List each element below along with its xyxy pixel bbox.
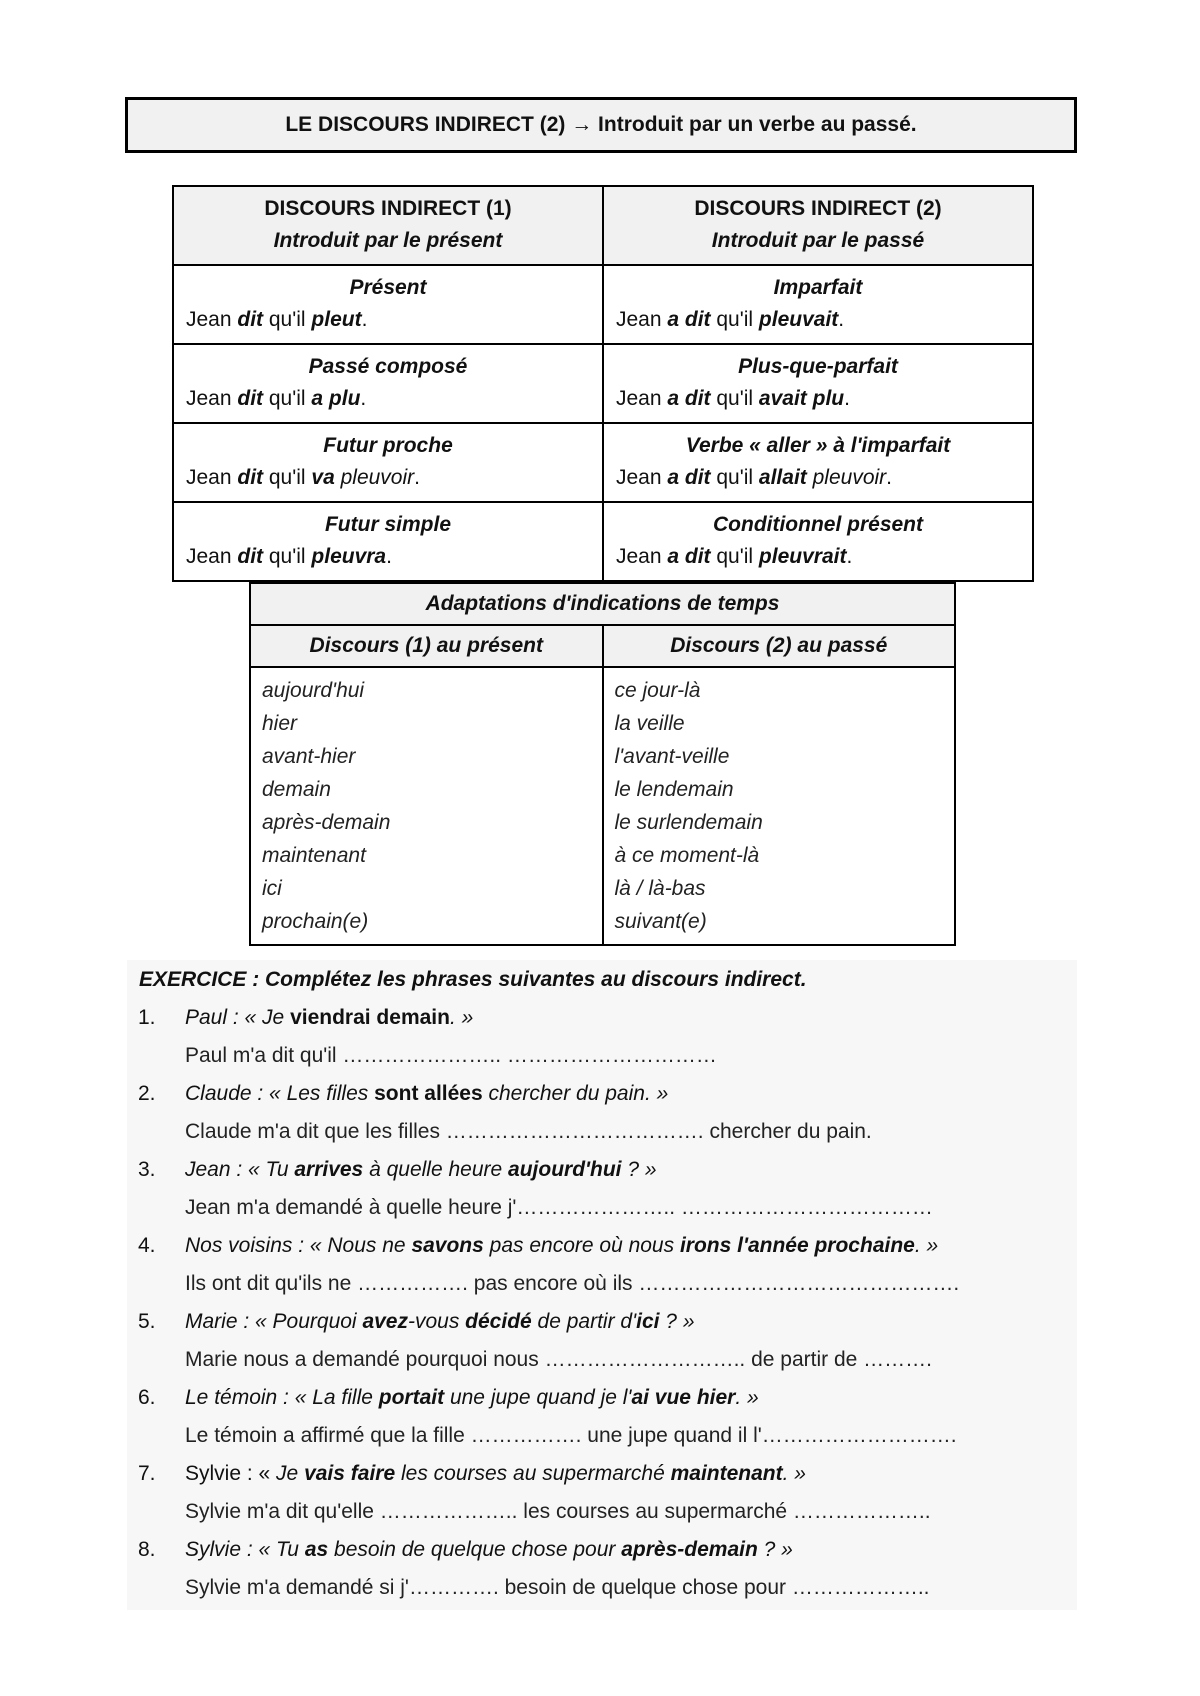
text-run: ? » <box>757 1538 793 1561</box>
adapt-title: Adaptations d'indications de temps <box>250 583 955 625</box>
tense-name: Futur simple <box>324 513 451 536</box>
example-sentence <box>616 466 892 489</box>
list-item: le lendemain <box>614 778 734 801</box>
text-run: les courses au supermarché <box>395 1462 671 1485</box>
text-run: une jupe quand je l' <box>444 1386 632 1409</box>
adapt-header-row <box>250 625 955 667</box>
text-run: va <box>311 466 335 489</box>
item-number: 6. <box>138 1386 156 1409</box>
text-run: ai vue hier <box>631 1386 736 1409</box>
list-item: l'avant-veille <box>614 745 730 768</box>
list-item: ici <box>262 877 282 900</box>
tense-name: Présent <box>349 276 427 299</box>
present-expressions <box>250 667 603 945</box>
text-run: Jean <box>616 387 668 410</box>
text-run: Jean <box>186 545 238 568</box>
text-run: qu'il <box>710 308 759 331</box>
text-run: vais faire <box>304 1462 396 1485</box>
text-run: maintenant <box>670 1462 783 1485</box>
text-run: irons l'année prochaine <box>679 1234 915 1257</box>
direct-speech <box>185 1234 938 1258</box>
table-row <box>173 502 1033 581</box>
list-item: avant-hier <box>262 745 356 768</box>
example-sentence <box>616 387 850 410</box>
tense-name: Plus-que-parfait <box>738 355 898 378</box>
header-cell-past <box>603 186 1033 265</box>
text-run: portait <box>378 1386 445 1409</box>
example-sentence <box>616 545 852 568</box>
text-run: . » <box>735 1386 759 1409</box>
example-sentence <box>186 308 367 331</box>
table-cell <box>603 502 1033 581</box>
text-run: après-demain <box>621 1538 758 1561</box>
text-run: pleuvoir <box>806 466 887 489</box>
example-sentence <box>186 545 392 568</box>
direct-speech <box>185 1310 695 1334</box>
table-row <box>173 423 1033 502</box>
text-run: Je <box>276 1462 305 1485</box>
text-run: Jean <box>616 308 668 331</box>
fill-in-sentence: Ils ont dit qu'ils ne ……………. pas encore où ils ………………………………………. <box>185 1272 960 1295</box>
fill-in-sentence: Le témoin a affirmé que la fille ……………. une jupe quand il l'………………………. <box>185 1424 957 1447</box>
text-run: pleuvait <box>758 308 839 331</box>
page-title: LE DISCOURS INDIRECT (2) → Introduit par un verbe au passé. <box>125 97 1077 153</box>
example-sentence <box>616 308 844 331</box>
tense-name: Imparfait <box>773 276 863 299</box>
adapt-col1-header: Discours (1) au présent <box>250 625 603 667</box>
text-run: chercher du pain. » <box>482 1082 669 1105</box>
time-adaptations-table <box>249 582 956 946</box>
col2-subtitle: Introduit par le passé <box>711 229 925 252</box>
list-item: demain <box>262 778 331 801</box>
col1-subtitle: Introduit par le présent <box>273 229 503 252</box>
list-item: là / là-bas <box>614 877 706 900</box>
text-run: . <box>886 466 893 489</box>
list-item: hier <box>262 712 298 735</box>
direct-speech <box>185 1082 668 1106</box>
exercise-section <box>127 960 1077 1610</box>
item-number: 4. <box>138 1234 156 1257</box>
text-run: ici <box>636 1310 660 1333</box>
text-run: aujourd'hui <box>508 1158 622 1181</box>
text-run: allait <box>758 466 807 489</box>
tense-name: Futur proche <box>323 434 453 457</box>
text-run: Le témoin : « La fille <box>185 1386 379 1409</box>
text-run: Jean <box>616 545 668 568</box>
list-item: prochain(e) <box>262 910 369 933</box>
text-run: Marie : « Pourquoi <box>185 1310 363 1333</box>
text-run: . <box>414 466 420 489</box>
text-run: . <box>846 545 853 568</box>
text-run: . <box>361 308 368 331</box>
list-item: aujourd'hui <box>262 679 365 702</box>
text-run: as <box>304 1538 329 1561</box>
text-run: a dit <box>667 308 711 331</box>
text-run: Sylvie : « Tu <box>185 1538 305 1561</box>
fill-in-sentence: Claude m'a dit que les filles ………………………………. chercher du pain. <box>185 1120 872 1143</box>
text-run: pleut <box>311 308 362 331</box>
text-run: a plu <box>311 387 361 410</box>
item-number: 2. <box>138 1082 156 1105</box>
list-item: à ce moment-là <box>614 844 760 867</box>
list-item: suivant(e) <box>614 910 707 933</box>
text-run: qu'il <box>263 466 312 489</box>
text-run: Jean <box>186 387 238 410</box>
text-run: dit <box>237 545 264 568</box>
text-run: Sylvie : « <box>185 1462 277 1485</box>
direct-speech <box>185 1538 793 1562</box>
text-run: -vous <box>407 1310 466 1333</box>
text-run: de partir d' <box>531 1310 637 1333</box>
text-run: dit <box>237 466 264 489</box>
text-run: pleuvoir <box>334 466 415 489</box>
adapt-body-row <box>250 667 955 945</box>
text-run: dit <box>237 308 264 331</box>
text-run: savons <box>411 1234 484 1257</box>
text-run: . » <box>449 1006 474 1029</box>
fill-in-sentence: Sylvie m'a demandé si j'…………. besoin de quelque chose pour ……………….. <box>185 1576 930 1599</box>
item-number: 3. <box>138 1158 156 1181</box>
item-number: 5. <box>138 1310 156 1333</box>
text-run: a dit <box>667 545 711 568</box>
table-cell <box>603 344 1033 423</box>
text-run: Jean <box>186 466 238 489</box>
table-row <box>173 265 1033 344</box>
table-cell <box>173 344 603 423</box>
text-run: a dit <box>667 466 711 489</box>
list-item: ce jour-là <box>614 679 701 702</box>
text-run: avait plu <box>758 387 845 410</box>
text-run: pleuvra <box>311 545 387 568</box>
fill-in-sentence: Jean m'a demandé à quelle heure j'………………….. ……………………………… <box>185 1196 933 1219</box>
text-run: pleuvrait <box>758 545 847 568</box>
text-run: qu'il <box>263 387 312 410</box>
fill-in-sentence: Sylvie m'a dit qu'elle ……………….. les courses au supermarché ……………….. <box>185 1500 931 1523</box>
text-run: Paul : « Je <box>185 1006 291 1029</box>
tense-name: Verbe « aller » à l'imparfait <box>685 434 951 457</box>
table-cell <box>173 502 603 581</box>
text-run: . <box>386 545 392 568</box>
fill-in-sentence: Marie nous a demandé pourquoi nous ……………………….. de partir de ………. <box>185 1348 932 1371</box>
text-run: ? » <box>659 1310 695 1333</box>
header-cell-present <box>173 186 603 265</box>
exercise-heading: EXERCICE : Complétez les phrases suivantes au discours indirect. <box>139 968 807 991</box>
list-item: maintenant <box>262 844 366 867</box>
text-run: Nos voisins : « Nous ne <box>185 1234 412 1257</box>
text-run: qu'il <box>263 308 312 331</box>
text-run: dit <box>237 387 264 410</box>
text-run: ? » <box>621 1158 657 1181</box>
text-run: qu'il <box>263 545 312 568</box>
fill-in-sentence: Paul m'a dit qu'il ………………….. ………………………… <box>185 1044 717 1067</box>
item-number: 7. <box>138 1462 156 1485</box>
table-header-row <box>173 186 1033 265</box>
text-run: . <box>844 387 850 410</box>
table-cell <box>603 423 1033 502</box>
tense-name: Passé composé <box>308 355 468 378</box>
text-run: . » <box>782 1462 806 1485</box>
direct-speech <box>185 1462 806 1486</box>
text-run: Jean : « Tu <box>185 1158 295 1181</box>
adapt-title-row <box>250 583 955 625</box>
text-run: décidé <box>465 1310 532 1333</box>
text-run: . <box>360 387 367 410</box>
text-run: besoin de quelque chose pour <box>328 1538 622 1561</box>
text-run: qu'il <box>710 387 759 410</box>
text-run: qu'il <box>710 545 759 568</box>
text-run: Jean <box>186 308 238 331</box>
table-cell <box>173 423 603 502</box>
text-run: à quelle heure <box>363 1158 509 1181</box>
item-number: 8. <box>138 1538 156 1561</box>
text-run: sont allées <box>374 1082 483 1105</box>
tense-correspondence-table <box>172 185 1034 582</box>
past-expressions <box>603 667 956 945</box>
direct-speech <box>185 1386 759 1410</box>
table-cell <box>173 265 603 344</box>
list-item: après-demain <box>262 811 391 834</box>
direct-speech <box>185 1006 473 1030</box>
text-run: pas encore où nous <box>483 1234 680 1257</box>
list-item: le surlendemain <box>614 811 763 834</box>
text-run: a dit <box>667 387 711 410</box>
tense-name: Conditionnel présent <box>713 513 923 536</box>
text-run: qu'il <box>710 466 759 489</box>
text-run: arrives <box>294 1158 364 1181</box>
table-cell <box>603 265 1033 344</box>
table-row <box>173 344 1033 423</box>
direct-speech <box>185 1158 657 1182</box>
text-run: avez <box>362 1310 408 1333</box>
list-item: la veille <box>614 712 685 735</box>
example-sentence <box>186 466 420 489</box>
text-run: . <box>838 308 845 331</box>
text-run: viendrai demain <box>290 1006 450 1029</box>
text-run: Claude : « Les filles <box>185 1082 375 1105</box>
adapt-col2-header: Discours (2) au passé <box>603 625 956 667</box>
text-run: Jean <box>616 466 668 489</box>
col2-title: DISCOURS INDIRECT (2) <box>694 197 942 220</box>
text-run: . » <box>914 1234 939 1257</box>
col1-title: DISCOURS INDIRECT (1) <box>264 197 512 220</box>
item-number: 1. <box>138 1006 156 1029</box>
example-sentence <box>186 387 366 410</box>
